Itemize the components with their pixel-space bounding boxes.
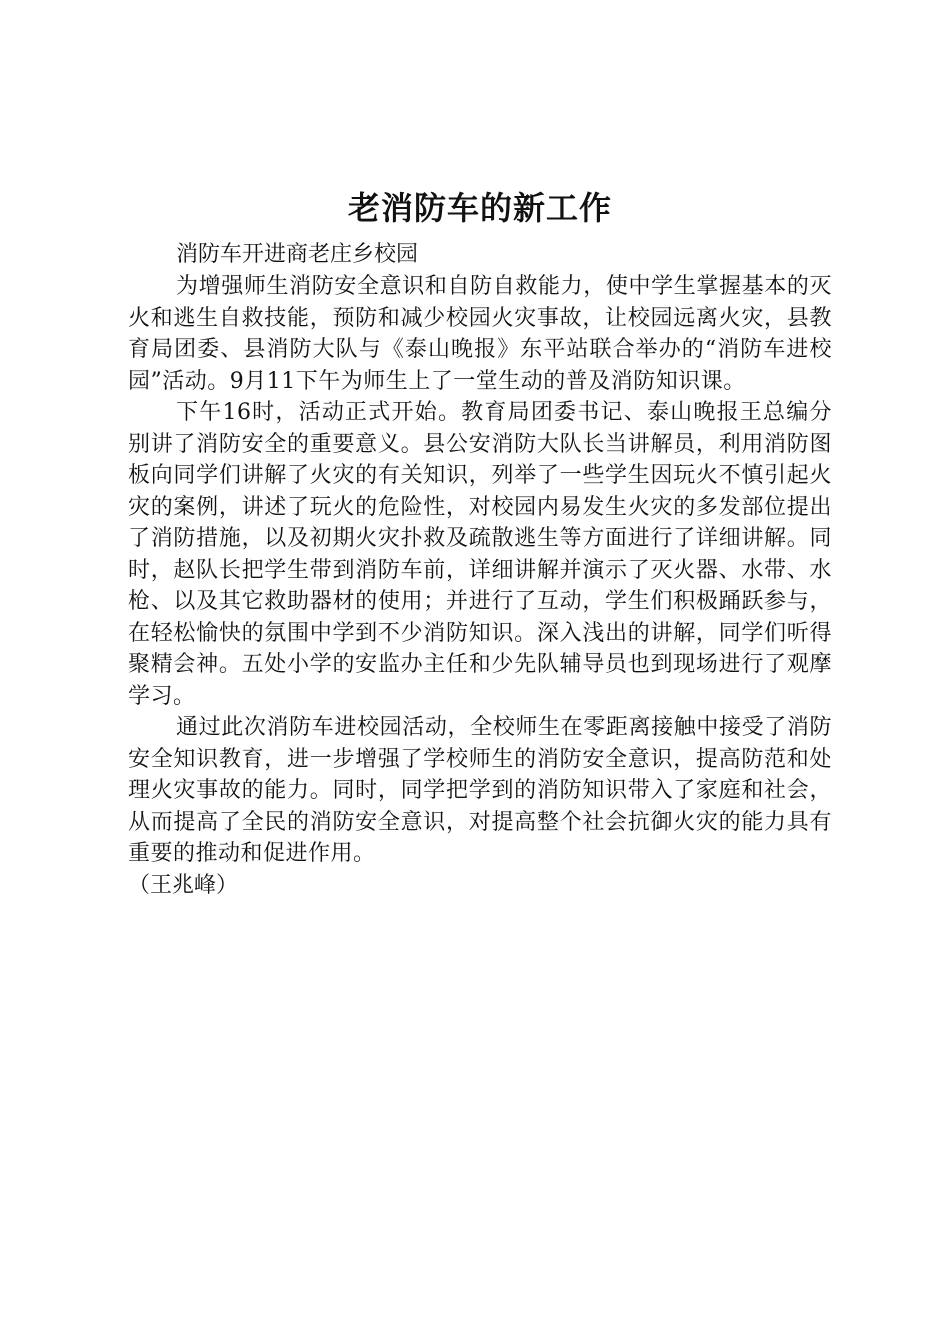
paragraph-2: 下午16时，活动正式开始。教育局团委书记、泰山晚报王总编分别讲了消防安全的重要意义。县公安消防大队长当讲解员，利用消防图板向同学们讲解了火灾的有关知识，列举了一些学生因玩火不慎引起火灾的案例，讲述了玩火的危险性，对校园内易发生火灾的多发部位提出了消防措施，以及初期火灾扑救及疏散逃生等方面进行了详细讲解。同时，赵队长把学生带到消防车前，详细讲解并演示了灭火器、水带、水枪、以及其它救助器材的使用；并进行了互动，学生们积极踊跃参与，在轻松愉快的氛围中学到不少消防知识。深入浅出的讲解，同学们听得聚精会神。五处小学的安监办主任和少先队辅导员也到现场进行了观摩学习。 (128, 400, 832, 709)
paragraph-1: 为增强师生消防安全意识和自防自救能力，使中学生掌握基本的灭火和逃生自救技能，预防和减少校园火灾事故，让校园远离火灾，县教育局团委、县消防大队与《泰山晚报》东平站联合举办的“消防车进校园”活动。9月11下午为师生上了一堂生动的普及消防知识课。 (128, 274, 832, 394)
paragraph-3: 通过此次消防车进校园活动，全校师生在零距离接触中接受了消防安全知识教育，进一步增强了学校师生的消防安全意识，提高防范和处理火灾事故的能力。同时，同学把学到的消防知识带入了家庭和社会，从而提高了全民的消防安全意识，对提高整个社会抗御火灾的能力具有重要的推动和促进作用。 (128, 715, 832, 866)
document-page (128, 178, 832, 901)
document-title: 老消防车的新工作 (347, 189, 612, 227)
document-subtitle: 消防车开进商老庄乡校园 (176, 242, 419, 267)
author-byline: （王兆峰） (128, 872, 239, 898)
